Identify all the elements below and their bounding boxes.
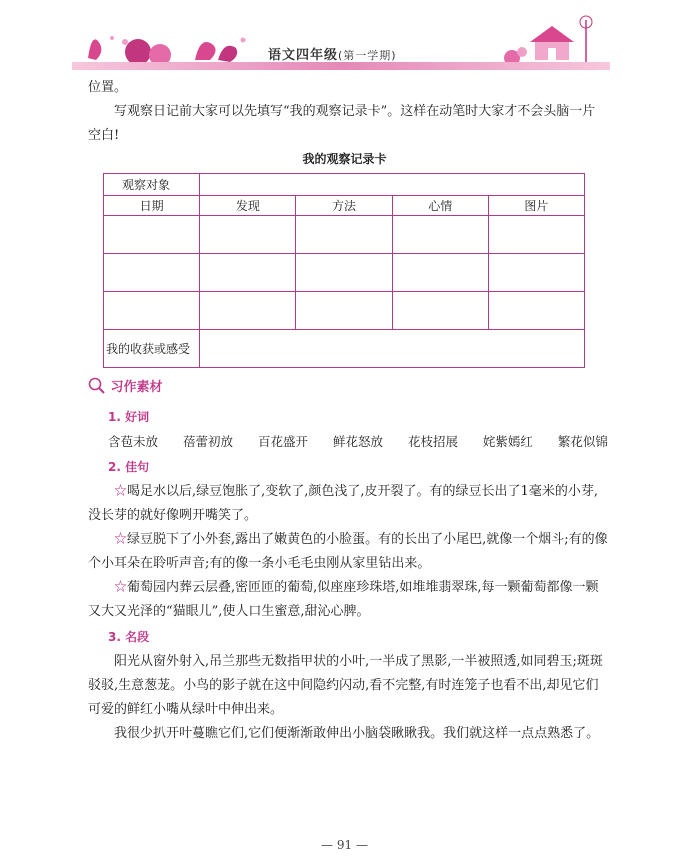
- harvest-label: 我的收获或感受: [104, 330, 200, 368]
- harvest-cell: [200, 330, 585, 368]
- paragraph-2: 我很少扒开叶蔓瞧它们,它们便渐渐敢伸出小脑袋瞅瞅我。我们就这样一点点熟悉了。: [114, 726, 600, 741]
- magnifier-icon: [88, 377, 106, 395]
- paragraph-heading: 3. 名段: [108, 630, 150, 644]
- star-icon: ☆: [114, 580, 128, 595]
- star-icon: ☆: [114, 484, 128, 499]
- star-icon: ☆: [114, 532, 128, 547]
- column-header-row: [104, 196, 585, 216]
- record-card-table: [103, 173, 585, 368]
- page-number: — 91 —: [321, 838, 368, 852]
- house-icon: [530, 26, 574, 60]
- record-card-caption: 我的观察记录卡: [302, 152, 387, 166]
- list-item: 姹紫嫣红: [482, 434, 533, 449]
- good-words-heading: 1. 好词: [108, 410, 150, 424]
- sentence-2: ☆绿豆脱下了小外套,露出了嫩黄色的小脸蛋。有的长出了小尾巴,就像一个烟斗;有的像个小耳朵在聆听声音;有的像一条小毛毛虫刚从家里钻出来。: [88, 532, 608, 571]
- col-method: 方法: [296, 196, 392, 216]
- book-title: 语文四年级(第一学期): [268, 48, 397, 63]
- list-item: 鲜花怒放: [332, 434, 383, 449]
- intro-line: 位置。: [88, 80, 128, 95]
- list-item: 百花盛开: [257, 434, 308, 449]
- col-discovery: 发现: [200, 196, 296, 216]
- paragraph-1: 阳光从窗外射入,吊兰那些无数指甲状的小叶,一半成了黑影,一半被照透,如同碧玉;斑斑驳驳,生意葱茏。小鸟的影子就在这中间隐约闪动,看不完整,有时连笼子也看不出,却见它们可爱的鲜红小嘴从绿叶中伸出来。: [88, 654, 603, 717]
- col-date: 日期: [104, 196, 200, 216]
- header-band: [72, 62, 610, 70]
- object-label: 观察对象: [104, 174, 200, 196]
- list-item: 繁花似锦: [557, 434, 608, 449]
- table-row: [104, 216, 585, 254]
- object-cell: [200, 174, 585, 196]
- sentence-3: ☆葡萄园内葬云层叠,密匝匝的葡萄,似座座珍珠塔,如堆堆翡翠珠,每一颗葡萄都像一颗又大又光泽的“猫眼儿”,使人口生蜜意,甜沁心脾。: [88, 580, 599, 619]
- page-header: [0, 0, 689, 78]
- list-item: 含苞未放: [108, 434, 159, 449]
- list-item: 蓓蕾初放: [182, 434, 233, 449]
- good-words-list: [108, 432, 608, 450]
- list-item: 花枝招展: [407, 434, 458, 449]
- col-picture: 图片: [488, 196, 584, 216]
- bud-left-icon: [88, 39, 101, 60]
- good-sentences-heading: 2. 佳句: [108, 460, 150, 474]
- intro-paragraph: 写观察日记前大家可以先填写“我的观察记录卡”。这样在动笔时大家才不会头脑一片空白!: [88, 104, 596, 143]
- table-row: [104, 254, 585, 292]
- sentence-1: ☆喝足水以后,绿豆饱胀了,变软了,颜色浅了,皮开裂了。有的绿豆长出了1毫米的小芽,没长芽的就好像咧开嘴笑了。: [88, 484, 598, 523]
- col-mood: 心情: [392, 196, 488, 216]
- table-row: [104, 292, 585, 330]
- material-heading: 习作素材: [88, 376, 163, 395]
